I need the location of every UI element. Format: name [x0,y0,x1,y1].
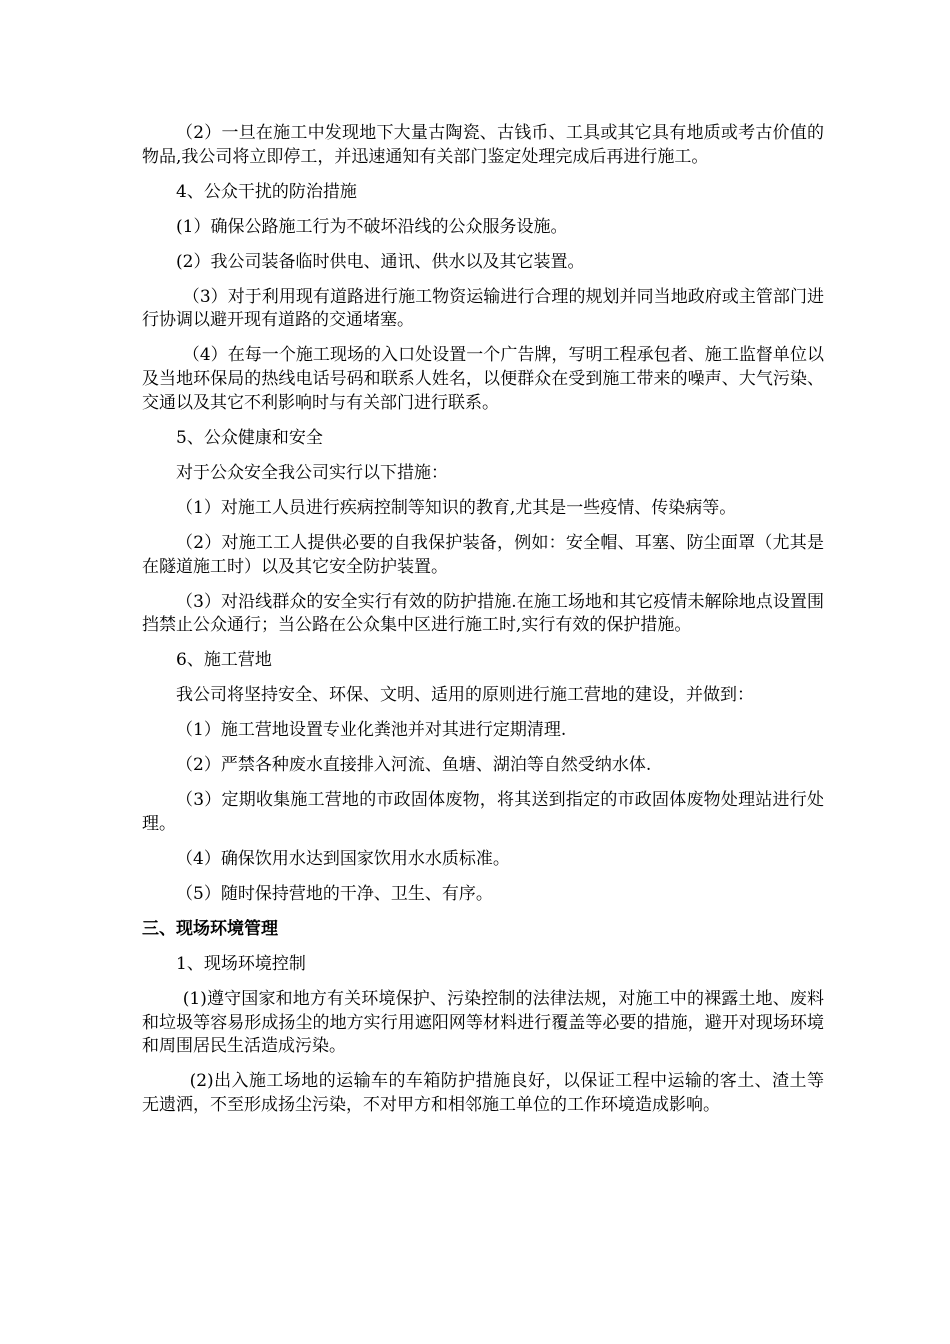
section-public-disturbance: 4、公众干扰的防治措施 [176,181,357,202]
heading-site-environment-management: 三、现场环境管理 [142,918,278,939]
paragraph-camp-principles: 我公司将坚持安全、环保、文明、适用的原则进行施工营地的建设，并做到： [176,685,754,706]
paragraph-wastewater: （2）严禁各种废水直接排入河流、鱼塘、湖泊等自然受纳水体. [176,755,652,776]
paragraph-archaeological-finds: （2）一旦在施工中发现地下大量古陶瓷、古钱币、工具或其它具有地质或考古价值的物品,我公司将立即停工，并迅速通知有关部门鉴定处理完成后再进行施工。 [142,123,824,167]
paragraph-transport-vehicles: (2)出入施工场地的运输车的车箱防护措施良好，以保证工程中运输的客土、渣土等无遗洒，不至形成扬尘污染，不对甲方和相邻施工单位的工作环境造成影响。 [142,1071,824,1116]
paragraph-disease-education: （1）对施工人员进行疾病控制等知识的教育,尤其是一些疫情、传染病等。 [176,497,737,518]
paragraph-camp-cleanliness: （5）随时保持营地的干净、卫生、有序。 [176,883,493,904]
paragraph-drinking-water: （4）确保饮用水达到国家饮用水水质标准。 [176,848,510,869]
paragraph-dust-control: (1)遵守国家和地方有关环境保护、污染控制的法律法规，对施工中的裸露土地、废料和垃圾等容易形成扬尘的地方实行用遮阳网等材料进行覆盖等必要的措施，避开对现场环境和周围居民生活造成污染。 [142,988,824,1057]
document-page [142,122,824,1129]
paragraph-billboard: （4）在每一个施工现场的入口处设置一个广告牌，写明工程承包者、施工监督单位以及当地环保局的热线电话号码和联系人姓名，以便群众在受到施工带来的噪声、大气污染、交通以及其它不利影响时与有关部门进行联系。 [142,345,824,413]
paragraph-safety-intro: 对于公众安全我公司实行以下措施： [176,462,448,483]
paragraph-protective-equipment: （2）对施工工人提供必要的自我保护装备，例如：安全帽、耳塞、防尘面罩（尤其是在隧道施工时）以及其它安全防护装置。 [142,532,824,577]
paragraph-public-protection: （3）对沿线群众的安全实行有效的防护措施.在施工场地和其它疫情未解除地点设置围挡禁止公众通行；当公路在公众集中区进行施工时,实行有效的保护措施。 [142,591,824,636]
paragraph-temporary-utilities: (2）我公司装备临时供电、通讯、供水以及其它装置。 [176,251,585,272]
section-construction-camp: 6、施工营地 [176,650,272,671]
paragraph-septic-tank: （1）施工营地设置专业化粪池并对其进行定期清理. [176,720,567,741]
paragraph-solid-waste: （3）定期收集施工营地的市政固体废物，将其送到指定的市政固体废物处理站进行处理。 [142,790,824,834]
section-public-health-safety: 5、公众健康和安全 [176,427,323,448]
paragraph-road-transport-planning: （3）对于利用现有道路进行施工物资运输进行合理的规划并同当地政府或主管部门进行协调以避开现有道路的交通堵塞。 [142,286,824,331]
paragraph-public-service-facilities: (1）确保公路施工行为不破坏沿线的公众服务设施。 [176,216,568,237]
section-site-environment-control: 1、现场环境控制 [176,953,306,974]
